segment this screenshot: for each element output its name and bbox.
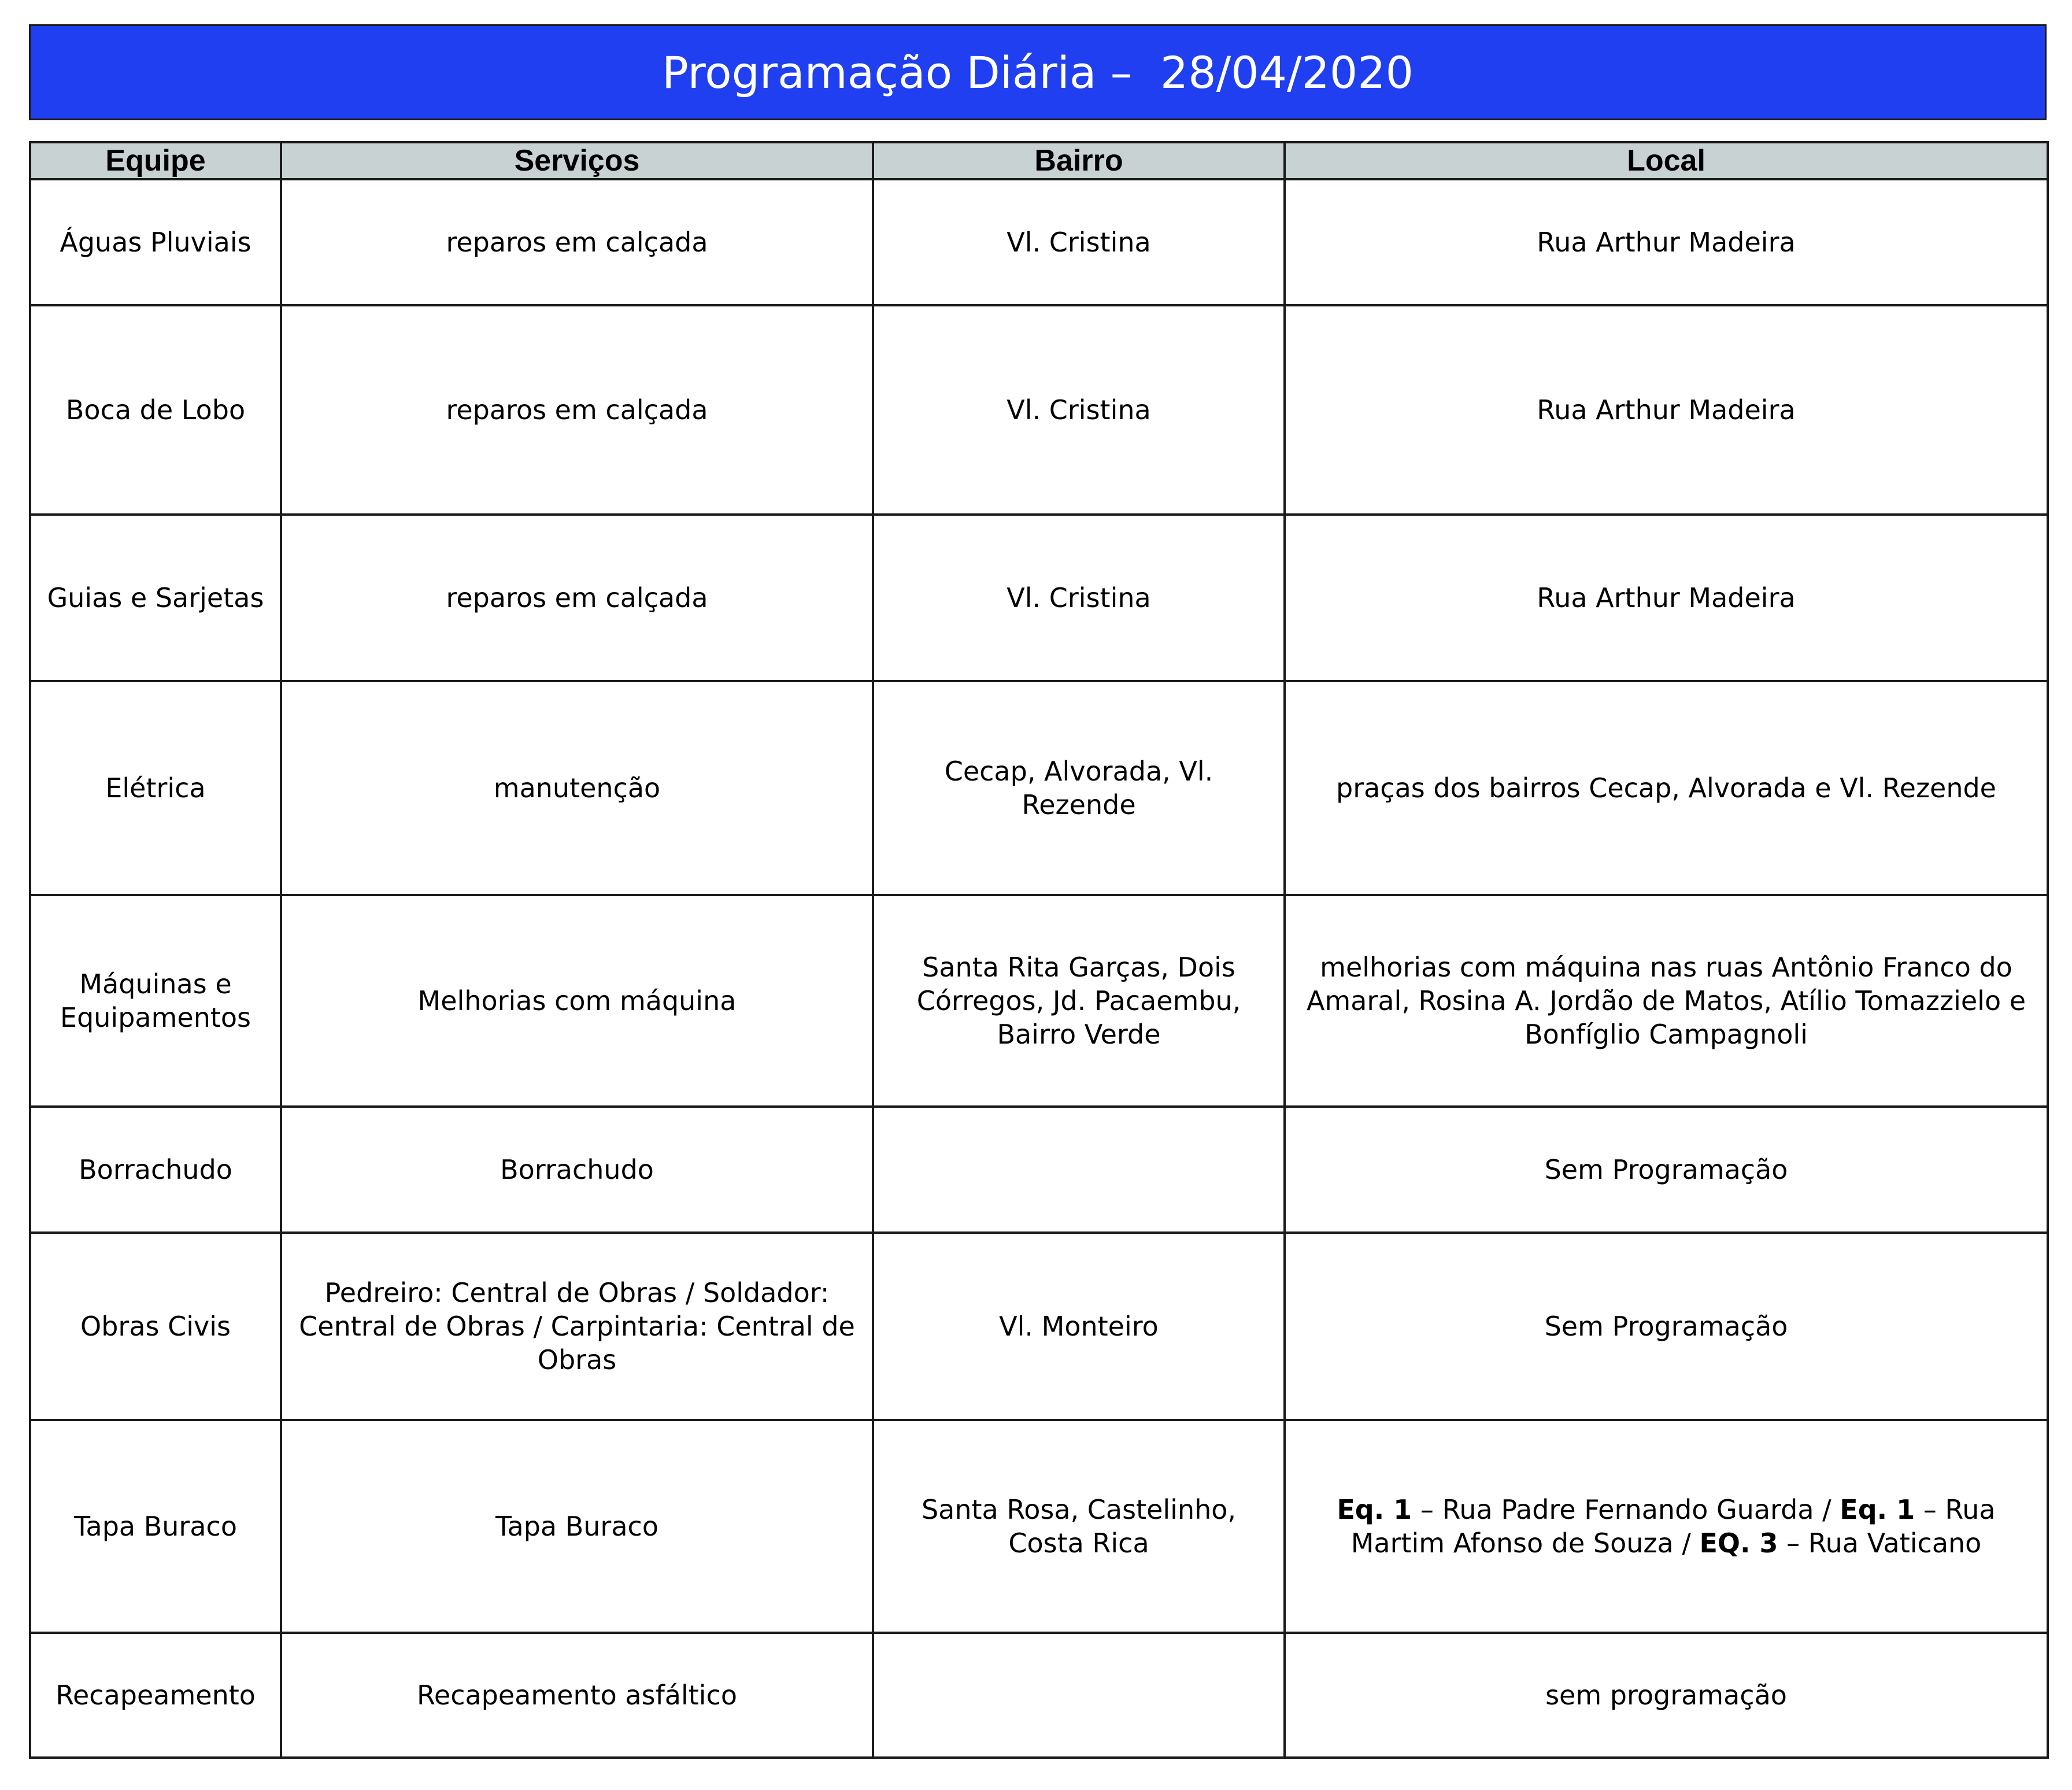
cell-bairro: Vl. Cristina (873, 179, 1285, 305)
cell-equipe: Borrachudo (30, 1107, 281, 1233)
cell-local: Rua Arthur Madeira (1285, 305, 2048, 515)
cell-local: melhorias com máquina nas ruas Antônio Franco do Amaral, Rosina A. Jordão de Matos, Atílio Tomazzielo e Bonfíglio Campagnoli (1285, 895, 2048, 1107)
cell-bairro (873, 1107, 1285, 1233)
team-label: Eq. 1 (1840, 1494, 1915, 1525)
cell-bairro (873, 1633, 1285, 1758)
cell-servicos: reparos em calçada (281, 305, 873, 515)
table-row (30, 1233, 2048, 1420)
schedule-table (29, 141, 2049, 1759)
cell-equipe: Obras Civis (30, 1233, 281, 1420)
cell-servicos: Recapeamento asfáltico (281, 1633, 873, 1758)
cell-bairro: Vl. Cristina (873, 305, 1285, 515)
cell-equipe: Boca de Lobo (30, 305, 281, 515)
cell-local: Rua Arthur Madeira (1285, 515, 2048, 681)
page-title-bar (29, 24, 2047, 120)
team-label: Eq. 1 (1337, 1494, 1412, 1525)
table-row (30, 515, 2048, 681)
header-bairro: Bairro (873, 142, 1285, 179)
header-servicos: Serviços (281, 142, 873, 179)
cell-equipe: Recapeamento (30, 1633, 281, 1758)
cell-bairro: Santa Rosa, Castelinho, Costa Rica (873, 1420, 1285, 1633)
table-row (30, 1633, 2048, 1758)
cell-servicos: reparos em calçada (281, 179, 873, 305)
cell-servicos: Tapa Buraco (281, 1420, 873, 1633)
table-row (30, 1420, 2048, 1633)
team-street: – Rua Vaticano (1778, 1528, 1982, 1559)
cell-servicos: reparos em calçada (281, 515, 873, 681)
cell-local (1285, 1420, 2048, 1633)
cell-local: Sem Programação (1285, 1107, 2048, 1233)
cell-equipe: Máquinas e Equipamentos (30, 895, 281, 1107)
cell-bairro: Santa Rita Garças, Dois Córregos, Jd. Pacaembu, Bairro Verde (873, 895, 1285, 1107)
cell-servicos: manutenção (281, 681, 873, 895)
team-street: – Rua Padre Fernando Guarda / (1412, 1494, 1840, 1525)
page-title: Programação Diária – 28/04/2020 (662, 46, 1414, 98)
cell-servicos: Melhorias com máquina (281, 895, 873, 1107)
header-local: Local (1285, 142, 2048, 179)
header-equipe: Equipe (30, 142, 281, 179)
cell-equipe: Elétrica (30, 681, 281, 895)
cell-servicos: Pedreiro: Central de Obras / Soldador: Central de Obras / Carpintaria: Central de Obras (281, 1233, 873, 1420)
table-row (30, 305, 2048, 515)
cell-local: Sem Programação (1285, 1233, 2048, 1420)
cell-equipe: Tapa Buraco (30, 1420, 281, 1633)
cell-local: sem programação (1285, 1633, 2048, 1758)
team-label: EQ. 3 (1699, 1528, 1778, 1559)
cell-equipe: Guias e Sarjetas (30, 515, 281, 681)
cell-servicos: Borrachudo (281, 1107, 873, 1233)
table-row (30, 179, 2048, 305)
cell-equipe: Águas Pluviais (30, 179, 281, 305)
cell-bairro: Vl. Cristina (873, 515, 1285, 681)
table-row (30, 895, 2048, 1107)
table-row (30, 1107, 2048, 1233)
cell-bairro: Vl. Monteiro (873, 1233, 1285, 1420)
table-header-row (30, 142, 2048, 179)
table-row (30, 681, 2048, 895)
cell-local: Rua Arthur Madeira (1285, 179, 2048, 305)
cell-bairro: Cecap, Alvorada, Vl. Rezende (873, 681, 1285, 895)
cell-local: praças dos bairros Cecap, Alvorada e Vl. Rezende (1285, 681, 2048, 895)
team-street: – Rua Martim Afonso de Souza / (1350, 1494, 1996, 1559)
